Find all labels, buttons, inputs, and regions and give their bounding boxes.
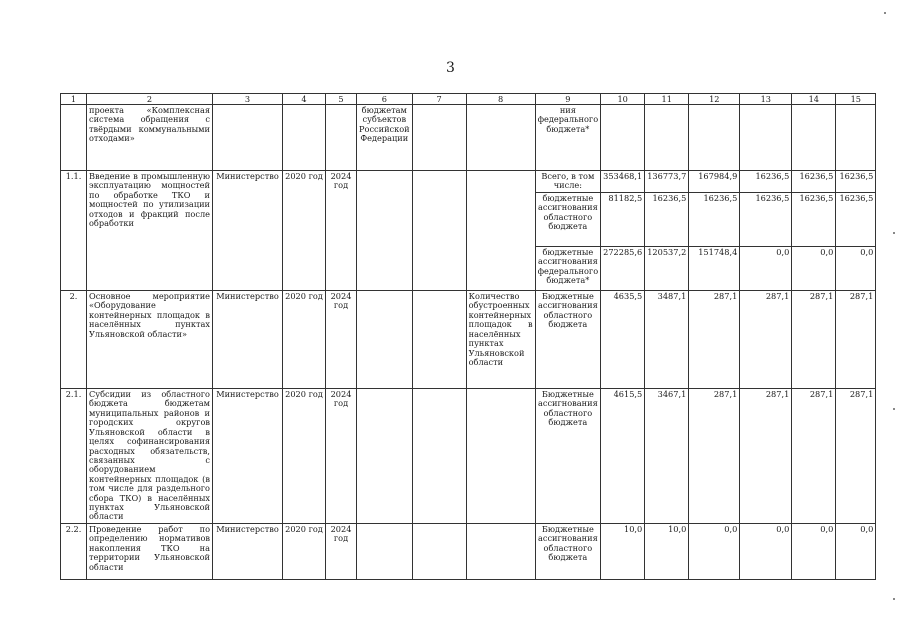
program-table [60, 93, 876, 580]
executor: Министерство [213, 291, 283, 389]
amount-cell: 16236,5 [836, 171, 876, 193]
amount-cell: 0,0 [836, 523, 876, 579]
scan-speck [884, 12, 886, 14]
amount-cell: 3467,1 [645, 389, 689, 524]
amount-cell: 16236,5 [792, 193, 836, 247]
table-row [61, 291, 876, 389]
header-cell: 2 [87, 94, 213, 105]
row-number: 1.1. [61, 171, 87, 291]
header-cell: 10 [601, 94, 645, 105]
amount-cell: 16236,5 [645, 193, 689, 247]
amount-cell: 81182,5 [601, 193, 645, 247]
start-year: 2020 год [283, 523, 326, 579]
start-year: 2020 год [283, 389, 326, 524]
target-indicator: Количество обустроенных контейнерных площадок в населённых пунктах Ульяновской области [466, 291, 535, 389]
amount-cell: 287,1 [792, 389, 836, 524]
amount-cell: 0,0 [792, 247, 836, 291]
header-cell: 6 [357, 94, 413, 105]
executor: Министерство [213, 389, 283, 524]
amount-cell: 0,0 [740, 247, 792, 291]
table-row [61, 171, 876, 193]
measure-name: Проведение работ по определению нормативов накопления ТКО на территории Ульяновской области [87, 523, 213, 579]
measure-name: Введение в промышленную эксплуатацию мощностей по обработке ТКО и мощностей по утилизации отходов и фракций после обработки [87, 171, 213, 291]
scan-speck [893, 232, 895, 234]
header-cell: 1 [61, 94, 87, 105]
end-year: 2024 год [326, 291, 357, 389]
amount-cell: 10,0 [601, 523, 645, 579]
amount-cell: 353468,1 [601, 171, 645, 193]
funding-source: Бюджетные ассигнования областного бюджета [535, 523, 601, 579]
amount-cell: 120537,2 [645, 247, 689, 291]
executor: Министерство [213, 171, 283, 291]
amount-cell: 16236,5 [792, 171, 836, 193]
end-year: 2024 год [326, 171, 357, 291]
amount-cell: 136773,7 [645, 171, 689, 193]
amount-cell: 287,1 [689, 389, 740, 524]
start-year: 2020 год [283, 291, 326, 389]
header-cell: 12 [689, 94, 740, 105]
amount-cell: 16236,5 [836, 193, 876, 247]
amount-cell: 4615,5 [601, 389, 645, 524]
end-year: 2024 год [326, 389, 357, 524]
funding-source: бюджетные ассигнования областного бюджета [535, 193, 601, 247]
header-cell: 3 [213, 94, 283, 105]
row-number: 2. [61, 291, 87, 389]
header-cell: 14 [792, 94, 836, 105]
header-cell: 15 [836, 94, 876, 105]
amount-cell: 0,0 [689, 523, 740, 579]
measure-name: Основное мероприятие «Оборудование контейнерных площадок в населённых пунктах Ульяновской области» [87, 291, 213, 389]
funding-source: Бюджетные ассигнования областного бюджета [535, 291, 601, 389]
amount-cell: 287,1 [792, 291, 836, 389]
measure-name: Субсидии из областного бюджета бюджетам муниципальных районов и городских округов Ульяновской области в целях софинансирования расходных обязательств, связанных с оборудованием контейнерных площадок (в том числе для раздельного сбора ТКО) в населённых пунктах Ульяновской области [87, 389, 213, 524]
header-cell: 4 [283, 94, 326, 105]
amount-cell: 16236,5 [740, 193, 792, 247]
table-row [61, 523, 876, 579]
header-row [61, 94, 876, 105]
amount-cell: 287,1 [836, 291, 876, 389]
funding-source: ния федерального бюджета* [535, 105, 601, 171]
table-row [61, 389, 876, 524]
header-cell: 7 [412, 94, 466, 105]
header-cell: 13 [740, 94, 792, 105]
funding-source: Бюджетные ассигнования областного бюджета [535, 389, 601, 524]
header-cell: 8 [466, 94, 535, 105]
page-number: 3 [446, 60, 456, 76]
funding-source: Всего, в том числе: [535, 171, 601, 193]
amount-cell: 287,1 [689, 291, 740, 389]
amount-cell: 167984,9 [689, 171, 740, 193]
amount-cell: 16236,5 [689, 193, 740, 247]
amount-cell: 10,0 [645, 523, 689, 579]
scan-speck [893, 598, 895, 600]
row-number: 2.2. [61, 523, 87, 579]
amount-cell: 3487,1 [645, 291, 689, 389]
measure-name: проекта «Комплексная система обращения с твёрдыми коммунальными отходами» [87, 105, 213, 171]
row-number: 2.1. [61, 389, 87, 524]
header-cell: 9 [535, 94, 601, 105]
amount-cell: 0,0 [836, 247, 876, 291]
amount-cell: 287,1 [836, 389, 876, 524]
end-year: 2024 год [326, 523, 357, 579]
start-year: 2020 год [283, 171, 326, 291]
executor: Министерство [213, 523, 283, 579]
amount-cell: 287,1 [740, 291, 792, 389]
amount-cell: 151748,4 [689, 247, 740, 291]
amount-cell: 16236,5 [740, 171, 792, 193]
header-cell: 11 [645, 94, 689, 105]
scan-speck [893, 408, 895, 410]
amount-cell: 0,0 [740, 523, 792, 579]
amount-cell: 287,1 [740, 389, 792, 524]
executor-note: бюджетам субъектов Российской Федерации [357, 105, 413, 171]
table-row [61, 105, 876, 171]
funding-source: бюджетные ассигнования федерального бюджета* [535, 247, 601, 291]
header-cell: 5 [326, 94, 357, 105]
amount-cell: 272285,6 [601, 247, 645, 291]
amount-cell: 4635,5 [601, 291, 645, 389]
amount-cell: 0,0 [792, 523, 836, 579]
